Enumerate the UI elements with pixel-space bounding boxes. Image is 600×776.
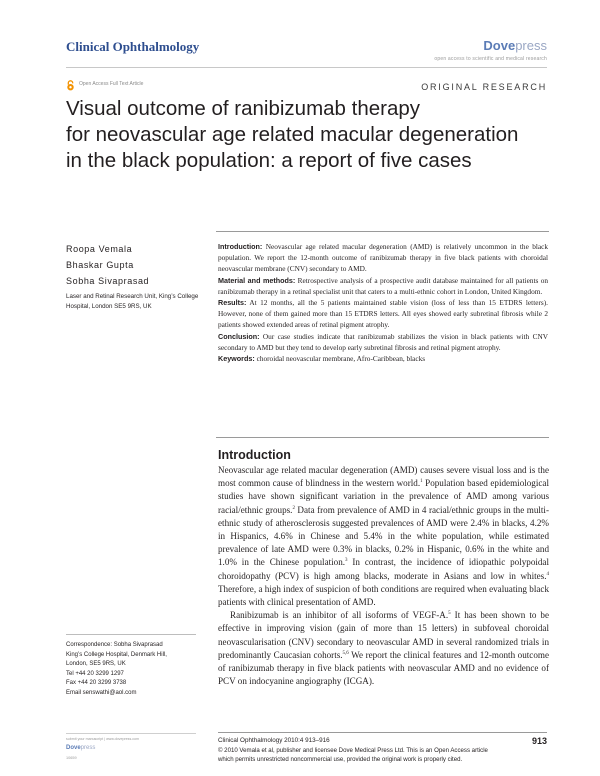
body-text: It has been shown to be effective in improving vision (gain of more than 15 letters) in subfoveal choroidal neovascularisation (CNV) secondary to neovascular AMD in several randomized trials in predominantly Caucasian cohorts. bbox=[218, 610, 550, 660]
author-name: Bhaskar Gupta bbox=[66, 260, 134, 270]
correspondence-line: King’s College Hospital, Denmark Hill, bbox=[66, 651, 167, 658]
correspondence-divider bbox=[66, 634, 196, 635]
author-name: Sobha Sivaprasad bbox=[66, 276, 150, 286]
publisher-tagline: open access to scientific and medical research bbox=[434, 56, 547, 62]
header-divider bbox=[66, 67, 547, 68]
dovepress-logo-dove: Dove bbox=[483, 38, 516, 53]
citation-reference[interactable]: 5,6 bbox=[342, 650, 349, 656]
abstract-keywords bbox=[218, 353, 548, 364]
correspondence-line: Tel +44 20 3299 1297 bbox=[66, 670, 124, 677]
body-text: Ranibizumab is an inhibitor of all isoforms of VEGF-A. bbox=[230, 610, 449, 621]
correspondence-block bbox=[66, 641, 216, 698]
abstract-text: Our case studies indicate that ranibizumab stabilizes the vision in black patients with CNV secondary to AMD but they tend to develop early subretinal fibrosis and retinal pigment atrophy. bbox=[218, 331, 548, 352]
body-text: Therefore, a high index of suspicion of both conditions are required when evaluating black patients with clinical presentation of AMD. bbox=[218, 583, 549, 608]
correspondence-line: Fax +44 20 3299 3738 bbox=[66, 680, 127, 686]
body-paragraph bbox=[218, 464, 549, 609]
abstract-label: Keywords: bbox=[218, 354, 255, 364]
correspondence-line: London, SE5 9RS, UK bbox=[66, 661, 126, 667]
introduction-body bbox=[218, 464, 549, 688]
abstract-text: At 12 months, all the 5 patients maintained stable vision (loss of less than 15 ETDRS letters). However, none of them gained more than 15 ETDRS letters. All eyes showed early subretinal fibrosis while 2 patients showed extended areas of retinal pigment atrophy. bbox=[218, 298, 548, 330]
footer-doi: 10659 bbox=[66, 756, 77, 760]
page-number: 913 bbox=[531, 736, 547, 746]
citation-reference[interactable]: 1 bbox=[420, 479, 423, 485]
abstract-conclusion bbox=[218, 331, 548, 353]
open-access-badge bbox=[66, 78, 143, 89]
body-text: In contrast, the incidence of idiopathic polypoidal choroidopathy (PCV) is high among blacks, moderate in Asians and low in whites. bbox=[218, 557, 549, 581]
body-text: Neovascular age related macular degeneration (AMD) causes severe visual loss and is the most common cause of blindness in the western world. bbox=[218, 465, 549, 489]
author-name: Roopa Vemala bbox=[66, 244, 133, 254]
dovepress-logo[interactable] bbox=[483, 38, 547, 53]
footer-logo-press: press bbox=[80, 745, 96, 751]
correspondence-email[interactable]: Email senswathi@aol.com bbox=[66, 689, 137, 696]
body-text: Population based epidemiological studies have shown significant variation in the prevalence of AMD among various racial/ethnic groups. bbox=[218, 478, 549, 515]
license-line: © 2010 Vemala et al, publisher and licensee Dove Medical Press Ltd. This is an Open Access article bbox=[218, 747, 488, 754]
article-title bbox=[66, 96, 546, 174]
journal-name[interactable]: Clinical Ophthalmology bbox=[66, 39, 200, 54]
submit-manuscript-link[interactable]: submit your manuscript | www.dovepress.com bbox=[66, 737, 140, 741]
body-text: Data from prevalence of AMD in 4 racial/ethnic groups in the multi-ethnic study of atherosclerosis suggested prevalences of AMD were 2.4% in blacks, 4.2% in Hispanics, 4.6% in Chinese and 5.4% in the white population, while estimated prevalence of late AMD were 0.3% in blacks, 0.2% in Hispanic, 0.6% in the white and 1.0% in the Chinese population. bbox=[218, 504, 549, 568]
footer-left-divider bbox=[66, 733, 196, 734]
title-line: for neovascular age related macular degeneration bbox=[66, 123, 519, 146]
author-list bbox=[66, 241, 149, 289]
abstract-introduction bbox=[218, 241, 548, 275]
open-access-label: Open Access Full Text Article bbox=[79, 80, 144, 87]
open-access-lock-icon bbox=[66, 78, 75, 89]
abstract-results bbox=[218, 297, 548, 331]
abstract bbox=[218, 241, 548, 364]
article-type: ORIGINAL RESEARCH bbox=[421, 82, 547, 92]
section-heading-introduction: Introduction bbox=[218, 448, 291, 462]
abstract-label: Results: bbox=[218, 298, 247, 308]
body-text: We report the clinical features and 12-month outcome of ranibizumab therapy in five black patients with neovascular AMD and no evidence of PCV on indocyanine angiography (ICGA). bbox=[218, 649, 549, 687]
license-statement bbox=[218, 747, 549, 765]
abstract-text: Retrospective analysis of a prospective audit database maintained for all patients on ranibizumab therapy in a retinal specialist unit that caters to a multi-ethnic cohort in London, United Kingdom. bbox=[218, 275, 548, 296]
license-line: which permits unrestricted noncommercial use, provided the original work is properly cited. bbox=[218, 755, 463, 763]
citation-reference[interactable]: 5 bbox=[448, 611, 451, 617]
footer-dovepress-logo[interactable] bbox=[66, 745, 95, 751]
citation-reference[interactable]: 4 bbox=[546, 571, 549, 577]
citation-reference[interactable]: 3 bbox=[345, 558, 348, 564]
affiliation: Laser and Retinal Research Unit, King’s College Hospital, London SE5 9RS, UK bbox=[66, 293, 199, 310]
abstract-text: choroidal neovascular membrane, Afro-Caribbean, blacks bbox=[254, 354, 426, 364]
footer-citation: Clinical Ophthalmology 2010:4 913–916 bbox=[218, 737, 330, 744]
footer-divider bbox=[218, 732, 547, 733]
footer-logo-dove: Dove bbox=[66, 745, 81, 751]
body-paragraph bbox=[218, 609, 549, 688]
abstract-methods bbox=[218, 275, 548, 297]
dovepress-logo-press: press bbox=[515, 38, 547, 53]
abstract-label: Conclusion: bbox=[218, 331, 260, 341]
abstract-label: Introduction: bbox=[218, 242, 263, 251]
title-line: in the black population: a report of five cases bbox=[66, 149, 472, 172]
citation-reference[interactable]: 2 bbox=[292, 505, 295, 511]
title-line: Visual outcome of ranibizumab therapy bbox=[66, 97, 421, 120]
abstract-label: Material and methods: bbox=[218, 275, 296, 285]
correspondence-line: Correspondence: Sobha Sivaprasad bbox=[66, 642, 163, 648]
abstract-text: Neovascular age related macular degeneration (AMD) is relatively uncommon in the black population. We report the 12-month outcome of ranibizumab therapy in five black patients with choroidal neovascular membrane (CNV) secondary to AMD. bbox=[218, 242, 548, 274]
